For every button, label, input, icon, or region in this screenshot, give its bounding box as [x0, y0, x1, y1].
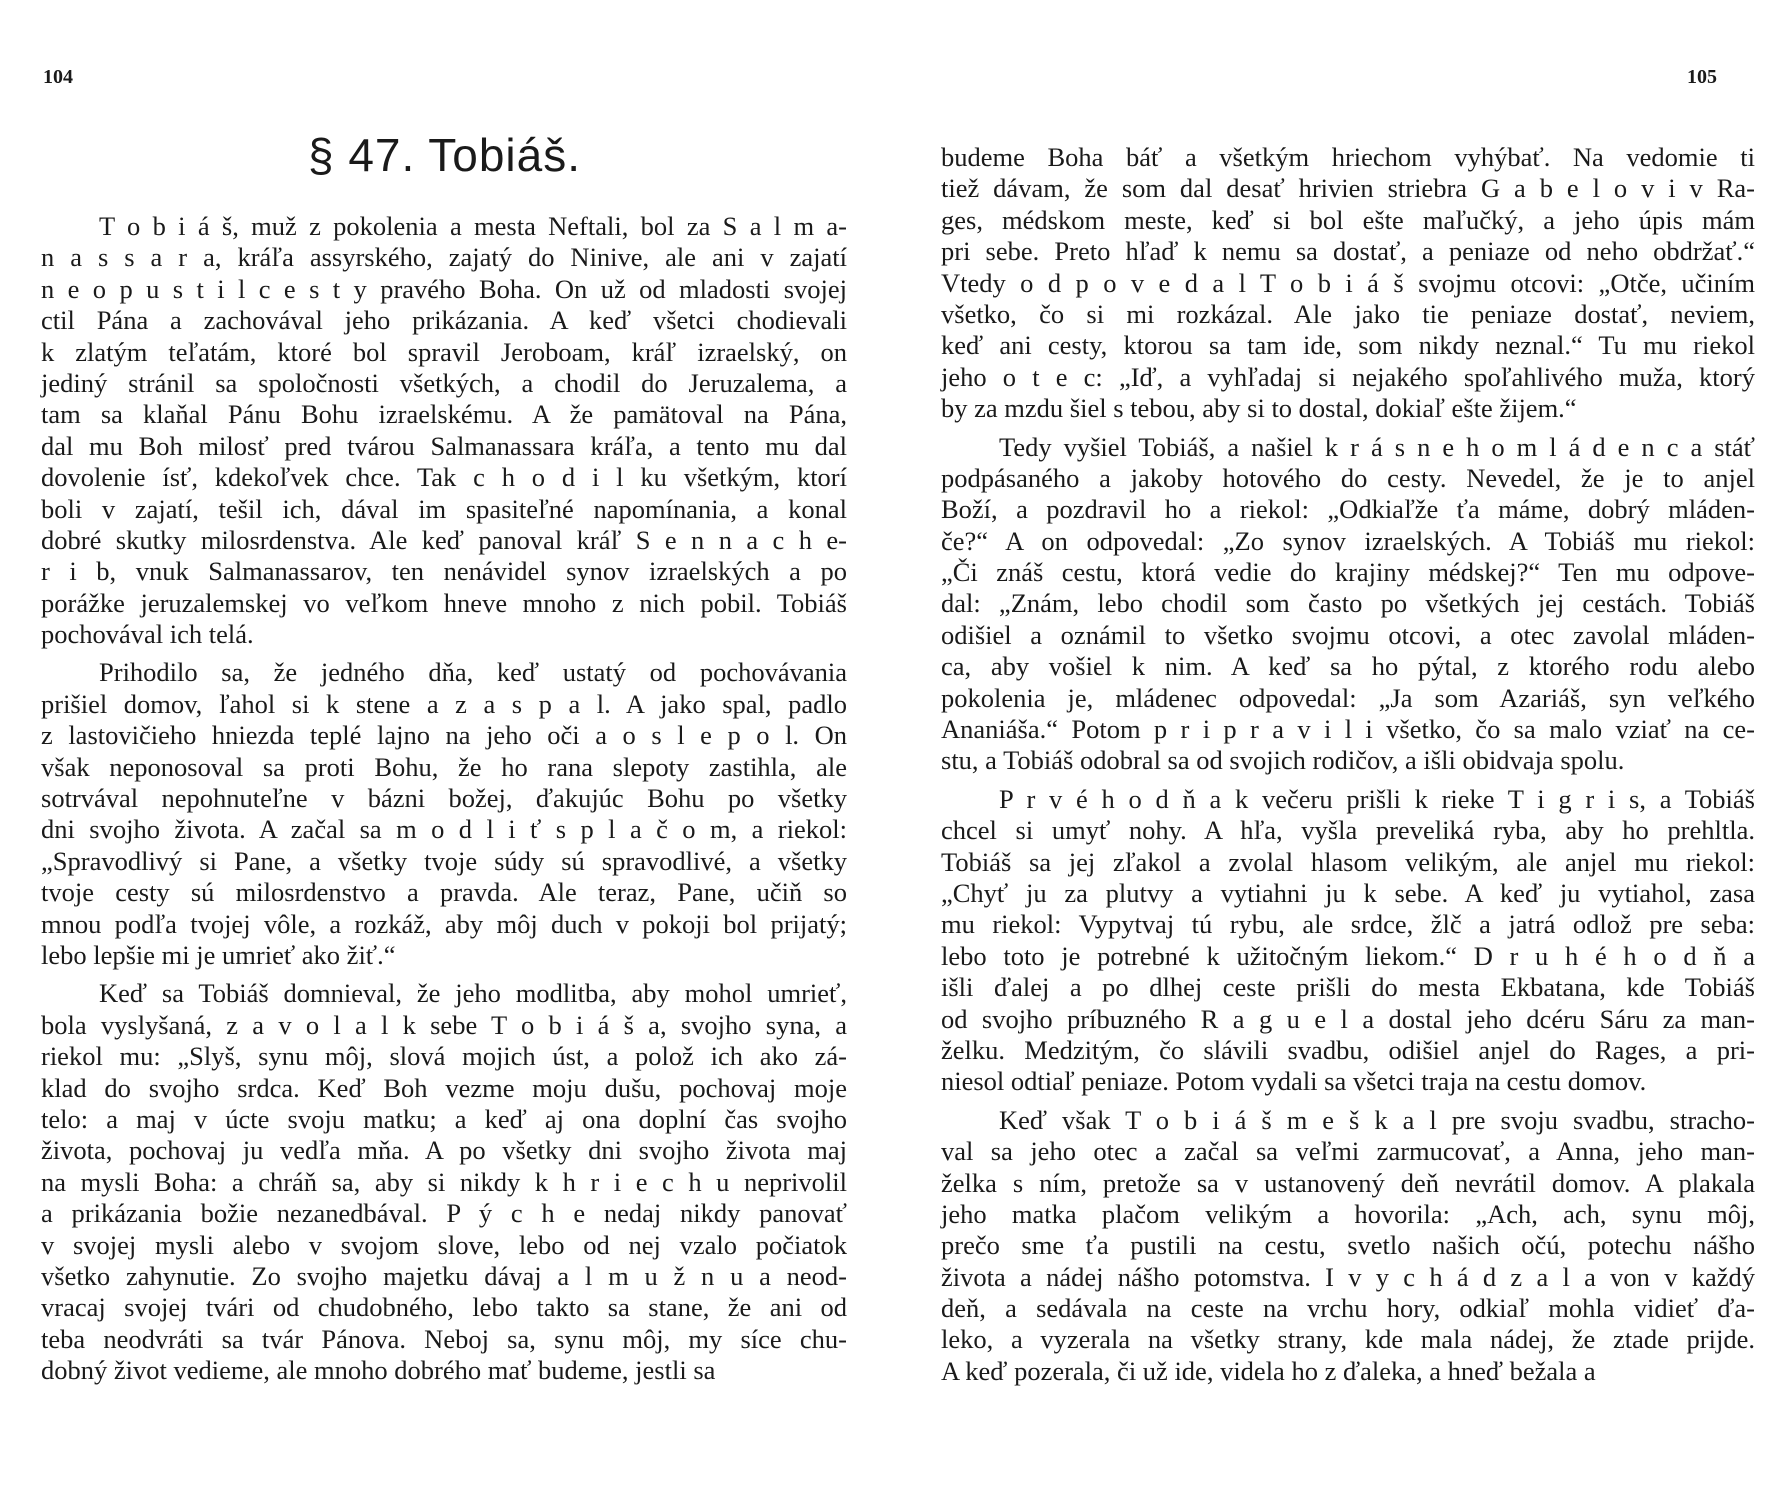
right-page: [889, 0, 1778, 1500]
text-line: teba neodvráti sa tvár Pánova. Neboj sa, synu môj, my síce chu-: [41, 1323, 847, 1354]
text-line: stu, a Tobiáš odobral sa od svojich rodičov, a išli obidvaja spolu.: [941, 745, 1625, 776]
text-line: „Spravodlivý si Pane, a všetky tvoje súdy sú spravodlivé, a všetky: [41, 845, 847, 876]
text-line: od svojho príbuzného R a g u e l a dostal jeho dcéru Sáru za man-: [941, 1003, 1755, 1034]
text-line: niesol odtiaľ peniaze. Potom vydali sa všetci traja na cestu domov.: [941, 1066, 1647, 1097]
text-line: Ananiáša.“ Potom p r i p r a v i l i všetko, čo sa malo vziať na ce-: [941, 714, 1755, 745]
text-line: na mysli Boha: a chráň sa, aby si nikdy k h r i e c h u neprivolil: [41, 1166, 847, 1197]
text-line: n e o p u s t i l c e s t y pravého Boha. On už od mladosti svojej: [41, 273, 847, 304]
text-line: tiež dávam, že som dal desať hrivien striebra G a b e l o v i v Ra-: [941, 173, 1755, 204]
text-line: odišiel a oznámil to všetko svojmu otcovi, a otec zavolal mláden-: [941, 619, 1755, 650]
text-line: Boží, a pozdravil ho a riekol: „Odkiaľže ťa máme, dobrý mláden-: [941, 494, 1755, 525]
text-line: lebo lepšie mi je umrieť ako žiť.“: [41, 939, 396, 970]
text-line: „Chyť ju za plutvy a vytiahni ju k sebe. A keď ju vytiahol, zasa: [941, 877, 1755, 908]
text-line: všetko zahynutie. Zo svojho majetku dávaj a l m u ž n u a neod-: [41, 1260, 847, 1291]
text-line: n a s s a r a, kráľa assyrského, zajatý do Ninive, ale ani v zajatí: [41, 242, 847, 273]
text-line: vracaj svojej tvári od chudobného, lebo takto sa stane, že ani od: [41, 1292, 847, 1323]
text-line: Keď sa Tobiáš domnieval, že jeho modlitba, aby mohol umrieť,: [99, 978, 847, 1009]
body-text: [41, 211, 847, 1386]
text-line: dobný život vedieme, ale mnoho dobrého mať budeme, jestli sa: [41, 1355, 716, 1386]
text-line: mnou podľa tvojej vôle, a rozkáž, aby môj duch v pokoji bol prijatý;: [41, 908, 847, 939]
text-line: pri sebe. Preto hľaď k nemu sa dostať, a peniaze od neho obdržať.“: [941, 236, 1755, 267]
text-line: však neponosoval sa proti Bohu, že ho rana slepoty zastihla, ale: [41, 751, 847, 782]
text-line: Keď však T o b i á š m e š k a l pre svoju svadbu, stracho-: [999, 1104, 1755, 1135]
text-line: dni svojho života. A začal sa m o d l i ť s p l a č o m, a riekol:: [41, 814, 847, 845]
text-line: jeho o t e c: „Iď, a vyhľadaj si nejakého spoľahlivého muža, ktorý: [941, 361, 1755, 392]
text-line: z lastovičieho hniezda teplé lajno na jeho oči a o s l e p o l. On: [41, 720, 847, 751]
text-line: keď ani cesty, ktorou sa tam ide, som nikdy neznal.“ Tu mu riekol: [941, 330, 1755, 361]
paragraph: [41, 657, 847, 971]
text-line: života a nádej nášho potomstva. I v y c h á d z a l a von v každý: [941, 1261, 1755, 1292]
text-line: ctil Pána a zachovával jeho prikázania. A keď všetci chodievali: [41, 305, 847, 336]
text-line: Vtedy o d p o v e d a l T o b i á š svojmu otcovi: „Otče, učiním: [941, 267, 1755, 298]
text-line: chcel si umyť nohy. A hľa, vyšla preveliká ryba, aby ho prehltla.: [941, 815, 1755, 846]
text-line: ges, médskom meste, keď si bol ešte maľučký, a jeho úpis mám: [941, 204, 1755, 235]
text-line: k zlatým teľatám, ktoré bol spravil Jeroboam, kráľ izraelský, on: [41, 336, 847, 367]
text-line: jediný stránil sa spoločnosti všetkých, a chodil do Jeruzalema, a: [41, 367, 847, 398]
text-line: pokolenia je, mládenec odpovedal: „Ja som Azariáš, syn veľkého: [941, 682, 1755, 713]
text-line: A keď pozerala, či už ide, videla ho z ďaleka, a hneď bežala a: [941, 1355, 1596, 1386]
text-line: Tedy vyšiel Tobiáš, a našiel k r á s n e h o m l á d e n c a stáť: [999, 431, 1755, 462]
text-line: sotrvával nepohnuteľne v bázni božej, ďakujúc Bohu po všetky: [41, 783, 847, 814]
text-line: pochovával ich telá.: [41, 619, 254, 650]
text-line: želku. Medzitým, čo slávili svadbu, odišiel anjel do Rages, a pri-: [941, 1034, 1755, 1065]
text-line: lebo toto je potrebné k užitočným liekom.“ D r u h é h o d ň a: [941, 940, 1755, 971]
text-line: by za mzdu šiel s tebou, aby si to dostal, dokiaľ ešte žijem.“: [941, 393, 1577, 424]
text-line: porážke jeruzalemskej vo veľkom hneve mnoho z nich pobil. Tobiáš: [41, 587, 847, 618]
text-line: mu riekol: Vypytvaj tú rybu, ale srdce, žlč a jatrá odlož pre seba:: [941, 909, 1755, 940]
text-line: dal: „Znám, lebo chodil som často po všetkých jej cestách. Tobiáš: [941, 588, 1755, 619]
text-line: dovolenie ísť, kdekoľvek chce. Tak c h o d i l ku všetkým, ktorí: [41, 462, 847, 493]
text-line: dal mu Boh milosť pred tvárou Salmanassara kráľa, a tento mu dal: [41, 430, 847, 461]
text-line: tam sa klaňal Pánu Bohu izraelskému. A že pamätoval na Pána,: [41, 399, 847, 430]
paragraph: [941, 432, 1755, 777]
body-text: [941, 142, 1755, 1387]
text-line: telo: a maj v úcte svoju matku; a keď aj ona doplní čas svojho: [41, 1103, 847, 1134]
text-line: podpásaného a jakoby hotového do cesty. Nevedel, že je to anjel: [941, 462, 1755, 493]
text-line: ca, aby vošiel k nim. A keď sa ho pýtal, z ktorého rodu alebo: [941, 651, 1755, 682]
text-line: riekol mu: „Slyš, synu môj, slová mojich úst, a polož ich ako zá-: [41, 1041, 847, 1072]
text-line: života, pochovaj ju vedľa mňa. A po všetky dni svojho života maj: [41, 1135, 847, 1166]
text-line: všetko, čo si mi rozkázal. Ale jako tie peniaze dostať, neviem,: [941, 298, 1755, 329]
text-line: Prihodilo sa, že jedného dňa, keď ustatý od pochovávania: [99, 657, 847, 688]
text-line: boli v zajatí, tešil ich, dával im spasiteľné napomínania, a konal: [41, 493, 847, 524]
paragraph: [41, 978, 847, 1386]
page-number: 104: [43, 66, 73, 88]
text-line: budeme Boha báť a všetkým hriechom vyhýbať. Na vedomie ti: [941, 142, 1755, 172]
text-line: deň, a sedávala na ceste na vrchu hory, odkiaľ mohla vidieť ďa-: [941, 1293, 1755, 1324]
text-line: P r v é h o d ň a k večeru prišli k rieke T i g r i s, a Tobiáš: [999, 783, 1755, 814]
text-line: tvoje cesty sú milosrdenstvo a pravda. Ale teraz, Pane, učiň so: [41, 877, 847, 908]
section-title: § 47. Tobiáš.: [307, 129, 581, 181]
text-line: a prikázania božie nezanedbával. P ý c h e nedaj nikdy panovať: [41, 1198, 847, 1229]
text-line: jeho matka plačom velikým a hovorila: „Ach, ach, synu môj,: [941, 1198, 1755, 1229]
text-line: T o b i á š, muž z pokolenia a mesta Neftali, bol za S a l m a-: [99, 211, 847, 241]
paragraph: [941, 142, 1755, 425]
text-line: dobré skutky milosrdenstva. Ale keď panoval kráľ S e n n a c h e-: [41, 524, 847, 555]
text-line: želka s ním, pretože sa v ustanovený deň nevrátil domov. A plakala: [941, 1167, 1755, 1198]
text-line: prišiel domov, ľahol si k stene a z a s p a l. A jako spal, padlo: [41, 688, 847, 719]
text-line: išli ďalej a po dlhej ceste prišli do mesta Ekbatana, kde Tobiáš: [941, 972, 1755, 1003]
text-line: Tobiáš sa jej zľakol a zvolal hlasom velikým, ale anjel mu riekol:: [941, 846, 1755, 877]
text-line: val sa jeho otec a začal sa veľmi zarmucovať, a Anna, jeho man-: [941, 1136, 1755, 1167]
text-line: če?“ A on odpovedal: „Zo synov izraelských. A Tobiáš mu riekol:: [941, 525, 1755, 556]
paragraph: [41, 211, 847, 650]
text-line: prečo sme ťa pustili na cestu, svetlo našich očú, potechu nášho: [941, 1230, 1755, 1261]
text-line: klad do svojho srdca. Keď Boh vezme moju dušu, pochovaj moje: [41, 1072, 847, 1103]
text-line: „Či znáš cestu, ktorá vedie do krajiny médskej?“ Ten mu odpove-: [941, 557, 1755, 588]
text-line: v svojej mysli alebo v svojom slove, lebo od nej vzalo počiatok: [41, 1229, 847, 1260]
paragraph: [941, 1105, 1755, 1388]
text-line: leko, a vyzerala na všetky strany, kde mala nádej, že ztade prijde.: [941, 1324, 1755, 1355]
text-line: bola vyslyšaná, z a v o l a l k sebe T o b i á š a, svojho syna, a: [41, 1009, 847, 1040]
text-line: r i b, vnuk Salmanassarov, ten nenávidel synov izraelských a po: [41, 556, 847, 587]
page-number: 105: [1687, 66, 1717, 88]
paragraph: [941, 784, 1755, 1098]
